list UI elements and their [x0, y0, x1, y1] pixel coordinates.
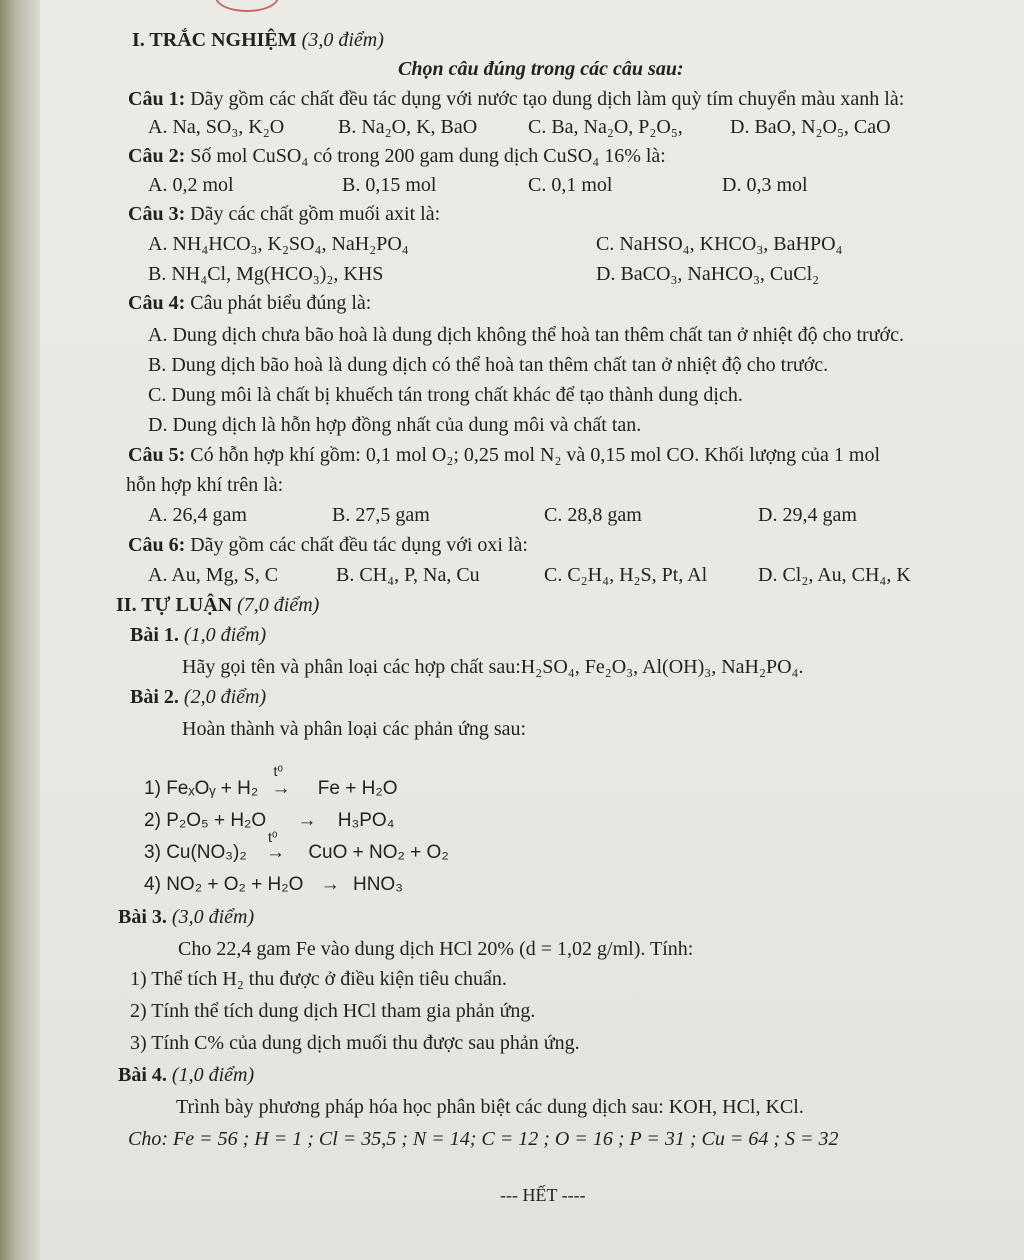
question-text: Dãy các chất gồm muối axit là: [190, 203, 441, 225]
option-4d: D. Dung dịch là hỗn hợp đồng nhất của dung môi và chất tan. [148, 414, 642, 436]
reaction-right: Fe + H₂O [317, 778, 398, 799]
option-2c: C. 0,1 mol [528, 174, 613, 196]
question-label: Câu 2: [128, 145, 186, 167]
question-text: Câu phát biểu đúng là: [190, 292, 372, 314]
bai3-heading [118, 904, 254, 930]
option-4a: A. Dung dịch chưa bão hoà là dung dịch không thể hoà tan thêm chất tan ở nhiệt độ cho trước. [148, 324, 904, 346]
reaction-left: NO₂ + O₂ + H₂O [166, 874, 304, 895]
bai2-text: Hoàn thành và phân loại các phản ứng sau: [182, 718, 527, 740]
part2-score: (7,0 điểm) [237, 594, 320, 616]
question-3 [128, 201, 440, 227]
part1-title: I. TRẮC NGHIỆM [132, 29, 297, 51]
reaction-condition: t⁰ [273, 763, 284, 779]
bai2-score: (2,0 điểm) [183, 686, 267, 708]
question-5-continued: hỗn hợp khí trên là: [126, 474, 284, 496]
bai2-label: Bài 2. [130, 686, 179, 708]
bai2-heading [130, 684, 266, 710]
option-5a: A. 26,4 gam [148, 504, 247, 526]
part2-heading [116, 592, 319, 618]
bai4-text: Trình bày phương pháp hóa học phân biệt các dung dịch sau: KOH, HCl, KCl. [176, 1096, 804, 1118]
option-1a: A. Na, SO₃, K₂O [148, 116, 285, 138]
option-1d: D. BaO, N₂O₅, CaO [730, 116, 891, 138]
bai3-item-1: 1) Thể tích H₂ thu được ở điều kiện tiêu chuẩn. [130, 968, 507, 990]
reaction-condition: t⁰ [268, 829, 278, 845]
reaction-left: FeₓOᵧ + H₂ [166, 778, 259, 799]
end-marker: --- HẾT ---- [500, 1185, 586, 1205]
question-label: Câu 4: [128, 292, 186, 314]
question-label: Câu 1: [128, 88, 186, 110]
option-6b: B. CH₄, P, Na, Cu [336, 564, 480, 586]
option-5c: C. 28,8 gam [544, 504, 642, 526]
reaction-arrow [271, 763, 291, 802]
reaction-number: 3) [144, 842, 161, 863]
reaction-right: H₃PO₄ [337, 810, 395, 831]
bai3-score: (3,0 điểm) [171, 906, 255, 928]
reaction-number: 1) [144, 778, 161, 799]
reaction-right: HNO₃ [352, 874, 403, 895]
option-3b: B. NH₄Cl, Mg(HCO₃)₂, KHS [148, 263, 384, 285]
question-label: Câu 5: [128, 444, 186, 466]
bai1-score: (1,0 điểm) [183, 624, 267, 646]
part1-instruction: Chọn câu đúng trong các câu sau: [398, 58, 684, 80]
question-text: Dãy gồm các chất đều tác dụng với oxi là: [190, 534, 528, 556]
bai3-label: Bài 3. [118, 906, 167, 928]
question-6 [128, 532, 528, 558]
reaction-number: 2) [144, 810, 161, 831]
arrow-icon: → [297, 810, 317, 831]
reaction-arrow [266, 829, 286, 866]
bai1-label: Bài 1. [130, 624, 179, 646]
option-2a: A. 0,2 mol [148, 174, 234, 196]
option-4b: B. Dung dịch bão hoà là dung dịch có thể hoà tan thêm chất tan ở nhiệt độ cho trước. [148, 354, 829, 376]
question-text: Số mol CuSO₄ có trong 200 gam dung dịch CuSO₄ 16% là: [190, 145, 666, 167]
option-6a: A. Au, Mg, S, C [148, 564, 279, 586]
option-2d: D. 0,3 mol [722, 174, 808, 196]
reaction-left: P₂O₅ + H₂O [166, 810, 267, 831]
bai3-item-3: 3) Tính C% của dung dịch muối thu được sau phản ứng. [130, 1032, 580, 1054]
option-1c: C. Ba, Na₂O, P₂O₅, [528, 116, 683, 138]
part1-heading [132, 27, 384, 53]
atomic-masses: Cho: Fe = 56 ; H = 1 ; Cl = 35,5 ; N = 14; C = 12 ; O = 16 ; P = 31 ; Cu = 64 ; S = 32 [128, 1128, 839, 1150]
option-5b: B. 27,5 gam [332, 504, 430, 526]
question-2 [128, 143, 666, 169]
option-3c: C. NaHSO₄, KHCO₃, BaHPO₄ [596, 233, 843, 255]
bai3-item-2: 2) Tính thể tích dung dịch HCl tham gia phản ứng. [130, 1000, 536, 1022]
bai1-text: Hãy gọi tên và phân loại các hợp chất sau:H₂SO₄, Fe₂O₃, Al(OH)₃, NaH₂PO₄. [182, 656, 804, 678]
question-5 [128, 442, 880, 468]
question-label: Câu 3: [128, 203, 186, 225]
option-3a: A. NH₄HCO₃, K₂SO₄, NaH₂PO₄ [148, 233, 409, 255]
arrow-icon: → [271, 778, 291, 799]
bai1-heading [130, 622, 266, 648]
page-edge-shadow [0, 0, 40, 1260]
question-4 [128, 290, 371, 316]
bai4-label: Bài 4. [118, 1064, 167, 1086]
arrow-icon: → [320, 874, 340, 895]
reaction-3 [144, 829, 449, 866]
bai4-score: (1,0 điểm) [171, 1064, 255, 1086]
stamp-seal [215, 0, 279, 12]
option-6d: D. Cl₂, Au, CH₄, K [758, 564, 911, 586]
question-label: Câu 6: [128, 534, 186, 556]
part2-title: II. TỰ LUẬN [116, 594, 233, 616]
reaction-left: Cu(NO₃)₂ [166, 842, 247, 863]
reaction-number: 4) [144, 874, 161, 895]
option-2b: B. 0,15 mol [342, 174, 437, 196]
reaction-right: CuO + NO₂ + O₂ [308, 842, 449, 863]
option-4c: C. Dung môi là chất bị khuếch tán trong chất khác để tạo thành dung dịch. [148, 384, 743, 406]
question-1 [128, 86, 904, 112]
question-text: Dãy gồm các chất đều tác dụng với nước tạo dung dịch làm quỳ tím chuyển màu xanh là: [190, 88, 905, 110]
bai3-text: Cho 22,4 gam Fe vào dung dịch HCl 20% (d = 1,02 g/ml). Tính: [178, 938, 694, 960]
option-6c: C. C₂H₄, H₂S, Pt, Al [544, 564, 708, 586]
option-3d: D. BaCO₃, NaHCO₃, CuCl₂ [596, 263, 820, 285]
option-5d: D. 29,4 gam [758, 504, 857, 526]
reaction-1 [144, 763, 398, 802]
reaction-4 [144, 872, 403, 898]
option-1b: B. Na₂O, K, BaO [338, 116, 478, 138]
question-text: Có hỗn hợp khí gồm: 0,1 mol O₂; 0,25 mol N₂ và 0,15 mol CO. Khối lượng của 1 mol [190, 444, 881, 466]
part1-score: (3,0 điểm) [301, 29, 384, 51]
arrow-icon: → [266, 842, 286, 863]
bai4-heading [118, 1062, 254, 1088]
